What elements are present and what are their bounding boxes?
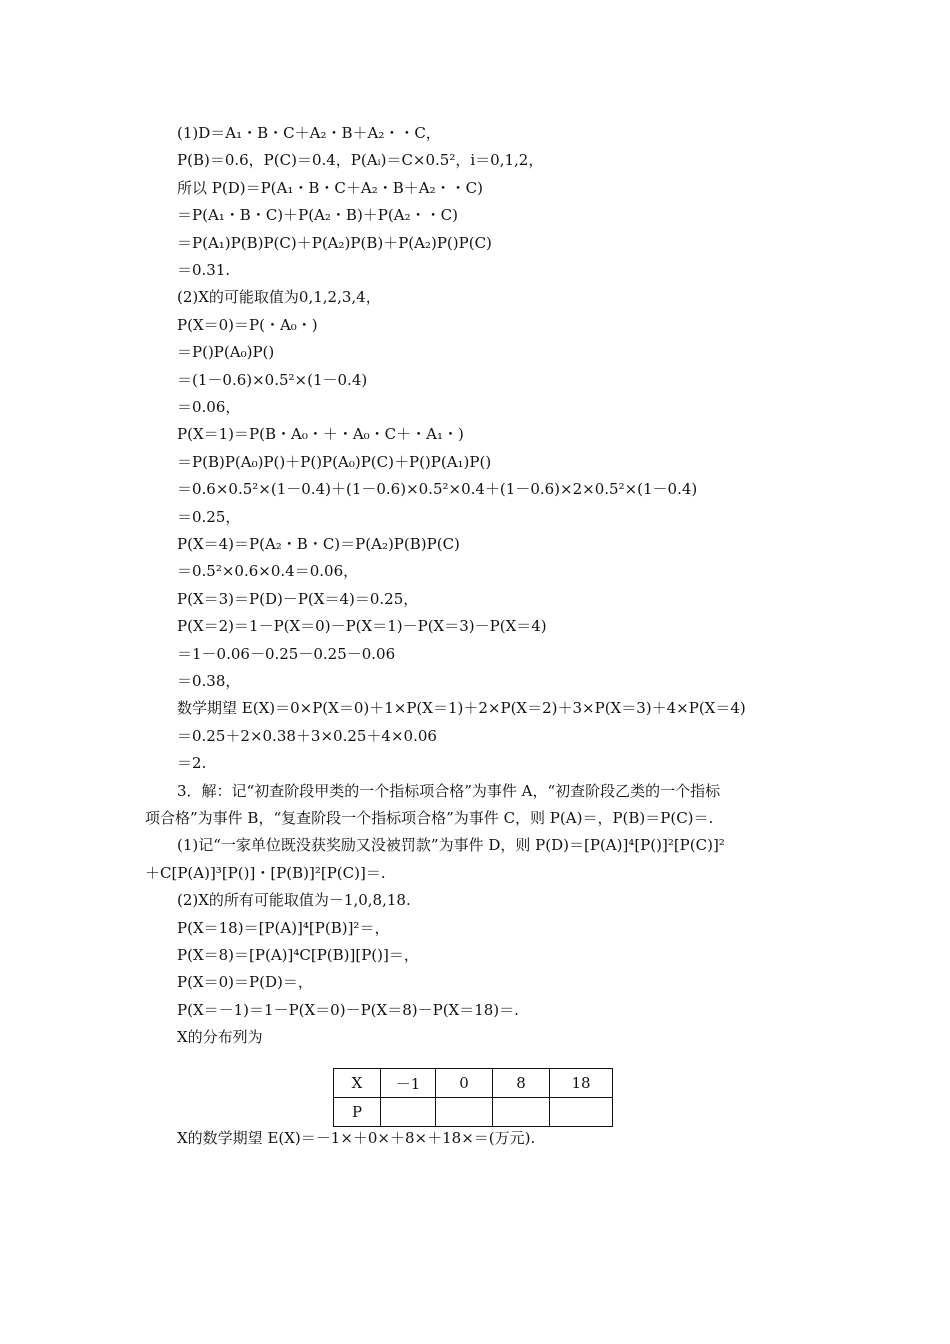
distribution-table [333,1068,613,1127]
text-line: ＝0.31. [177,261,231,279]
table-row-label: P [334,1098,381,1127]
text-line: P(B)＝0.6，P(C)＝0.4，P(Aᵢ)＝C×0.5²，i＝0,1,2， [177,151,544,169]
text-line: 3．解：记“初查阶段甲类的一个指标项合格”为事件 A，“初查阶段乙类的一个指标 [177,782,721,800]
text-line: (2)X的可能取值为0,1,2,3,4， [177,288,381,306]
table-cell [436,1098,493,1127]
table-cell [550,1098,613,1127]
text-line: 所以 P(D)＝P(A₁・B・C＋A₂・B＋A₂・・C) [177,179,483,197]
text-line: ＝(1－0.6)×0.5²×(1－0.4) [177,371,368,389]
text-line: P(X＝2)＝1－P(X＝0)－P(X＝1)－P(X＝3)－P(X＝4) [177,617,547,635]
text-line: X的分布列为 [177,1028,263,1046]
table-header-cell: 18 [550,1069,613,1098]
text-line: ＝0.38， [177,672,241,690]
text-line: ＝P()P(A₀)P() [177,343,275,361]
text-line: 数学期望 E(X)＝0×P(X＝0)＋1×P(X＝1)＋2×P(X＝2)＋3×P(X＝3)＋4×P(X＝4) [177,699,746,717]
table-header-cell: －1 [381,1069,436,1098]
text-line: ＝0.25＋2×0.38＋3×0.25＋4×0.06 [177,727,437,745]
text-line: (1)记“一家单位既没获奖励又没被罚款”为事件 D，则 P(D)＝[P(A)]⁴[P()]²[P(C)]² [177,836,725,854]
text-line: ＝P(A₁)P(B)P(C)＋P(A₂)P(B)＋P(A₂)P()P(C) [177,234,492,252]
text-line: (1)D＝A₁・B・C＋A₂・B＋A₂・・C， [177,124,441,142]
text-line: 项合格”为事件 B，“复查阶段一个指标项合格”为事件 C，则 P(A)＝，P(B)＝P(C)＝. [145,809,714,827]
table-row [334,1098,613,1127]
text-line: (2)X的所有可能取值为－1,0,8,18. [177,891,411,909]
table-cell [493,1098,550,1127]
text-line: P(X＝3)＝P(D)－P(X＝4)＝0.25， [177,590,419,608]
text-line: ＝0.6×0.5²×(1－0.4)＋(1－0.6)×0.5²×0.4＋(1－0.6)×2×0.5²×(1－0.4) [177,480,698,498]
table-header-cell: 8 [493,1069,550,1098]
text-line: ＝P(B)P(A₀)P()＋P()P(A₀)P(C)＋P()P(A₁)P() [177,453,492,471]
text-line: P(X＝4)＝P(A₂・B・C)＝P(A₂)P(B)P(C) [177,535,460,553]
text-line: P(X＝0)＝P(D)＝， [177,973,313,991]
text-line: ＝0.06， [177,398,241,416]
text-line: ＋C[P(A)]³[P()]・[P(B)]²[P(C)]＝. [145,864,386,882]
text-line: ＝1－0.06－0.25－0.25－0.06 [177,645,396,663]
text-line: P(X＝1)＝P(B・A₀・＋・A₀・C＋・A₁・) [177,425,464,443]
text-line: P(X＝18)＝[P(A)]⁴[P(B)]²＝， [177,919,390,937]
text-line: P(X＝0)＝P(・A₀・) [177,316,318,334]
table-row [334,1069,613,1098]
text-line: ＝0.5²×0.6×0.4＝0.06， [177,562,359,580]
table-cell [381,1098,436,1127]
text-line: ＝P(A₁・B・C)＋P(A₂・B)＋P(A₂・・C) [177,206,458,224]
table-header-cell: X [334,1069,381,1098]
text-line: P(X＝－1)＝1－P(X＝0)－P(X＝8)－P(X＝18)＝. [177,1001,519,1019]
expectation-line: X的数学期望 E(X)＝－1×＋0×＋8×＋18×＝(万元). [177,1129,536,1147]
text-line: ＝0.25， [177,508,241,526]
table-header-cell: 0 [436,1069,493,1098]
text-line: ＝2. [177,754,207,772]
text-line: P(X＝8)＝[P(A)]⁴C[P(B)][P()]＝， [177,946,419,964]
